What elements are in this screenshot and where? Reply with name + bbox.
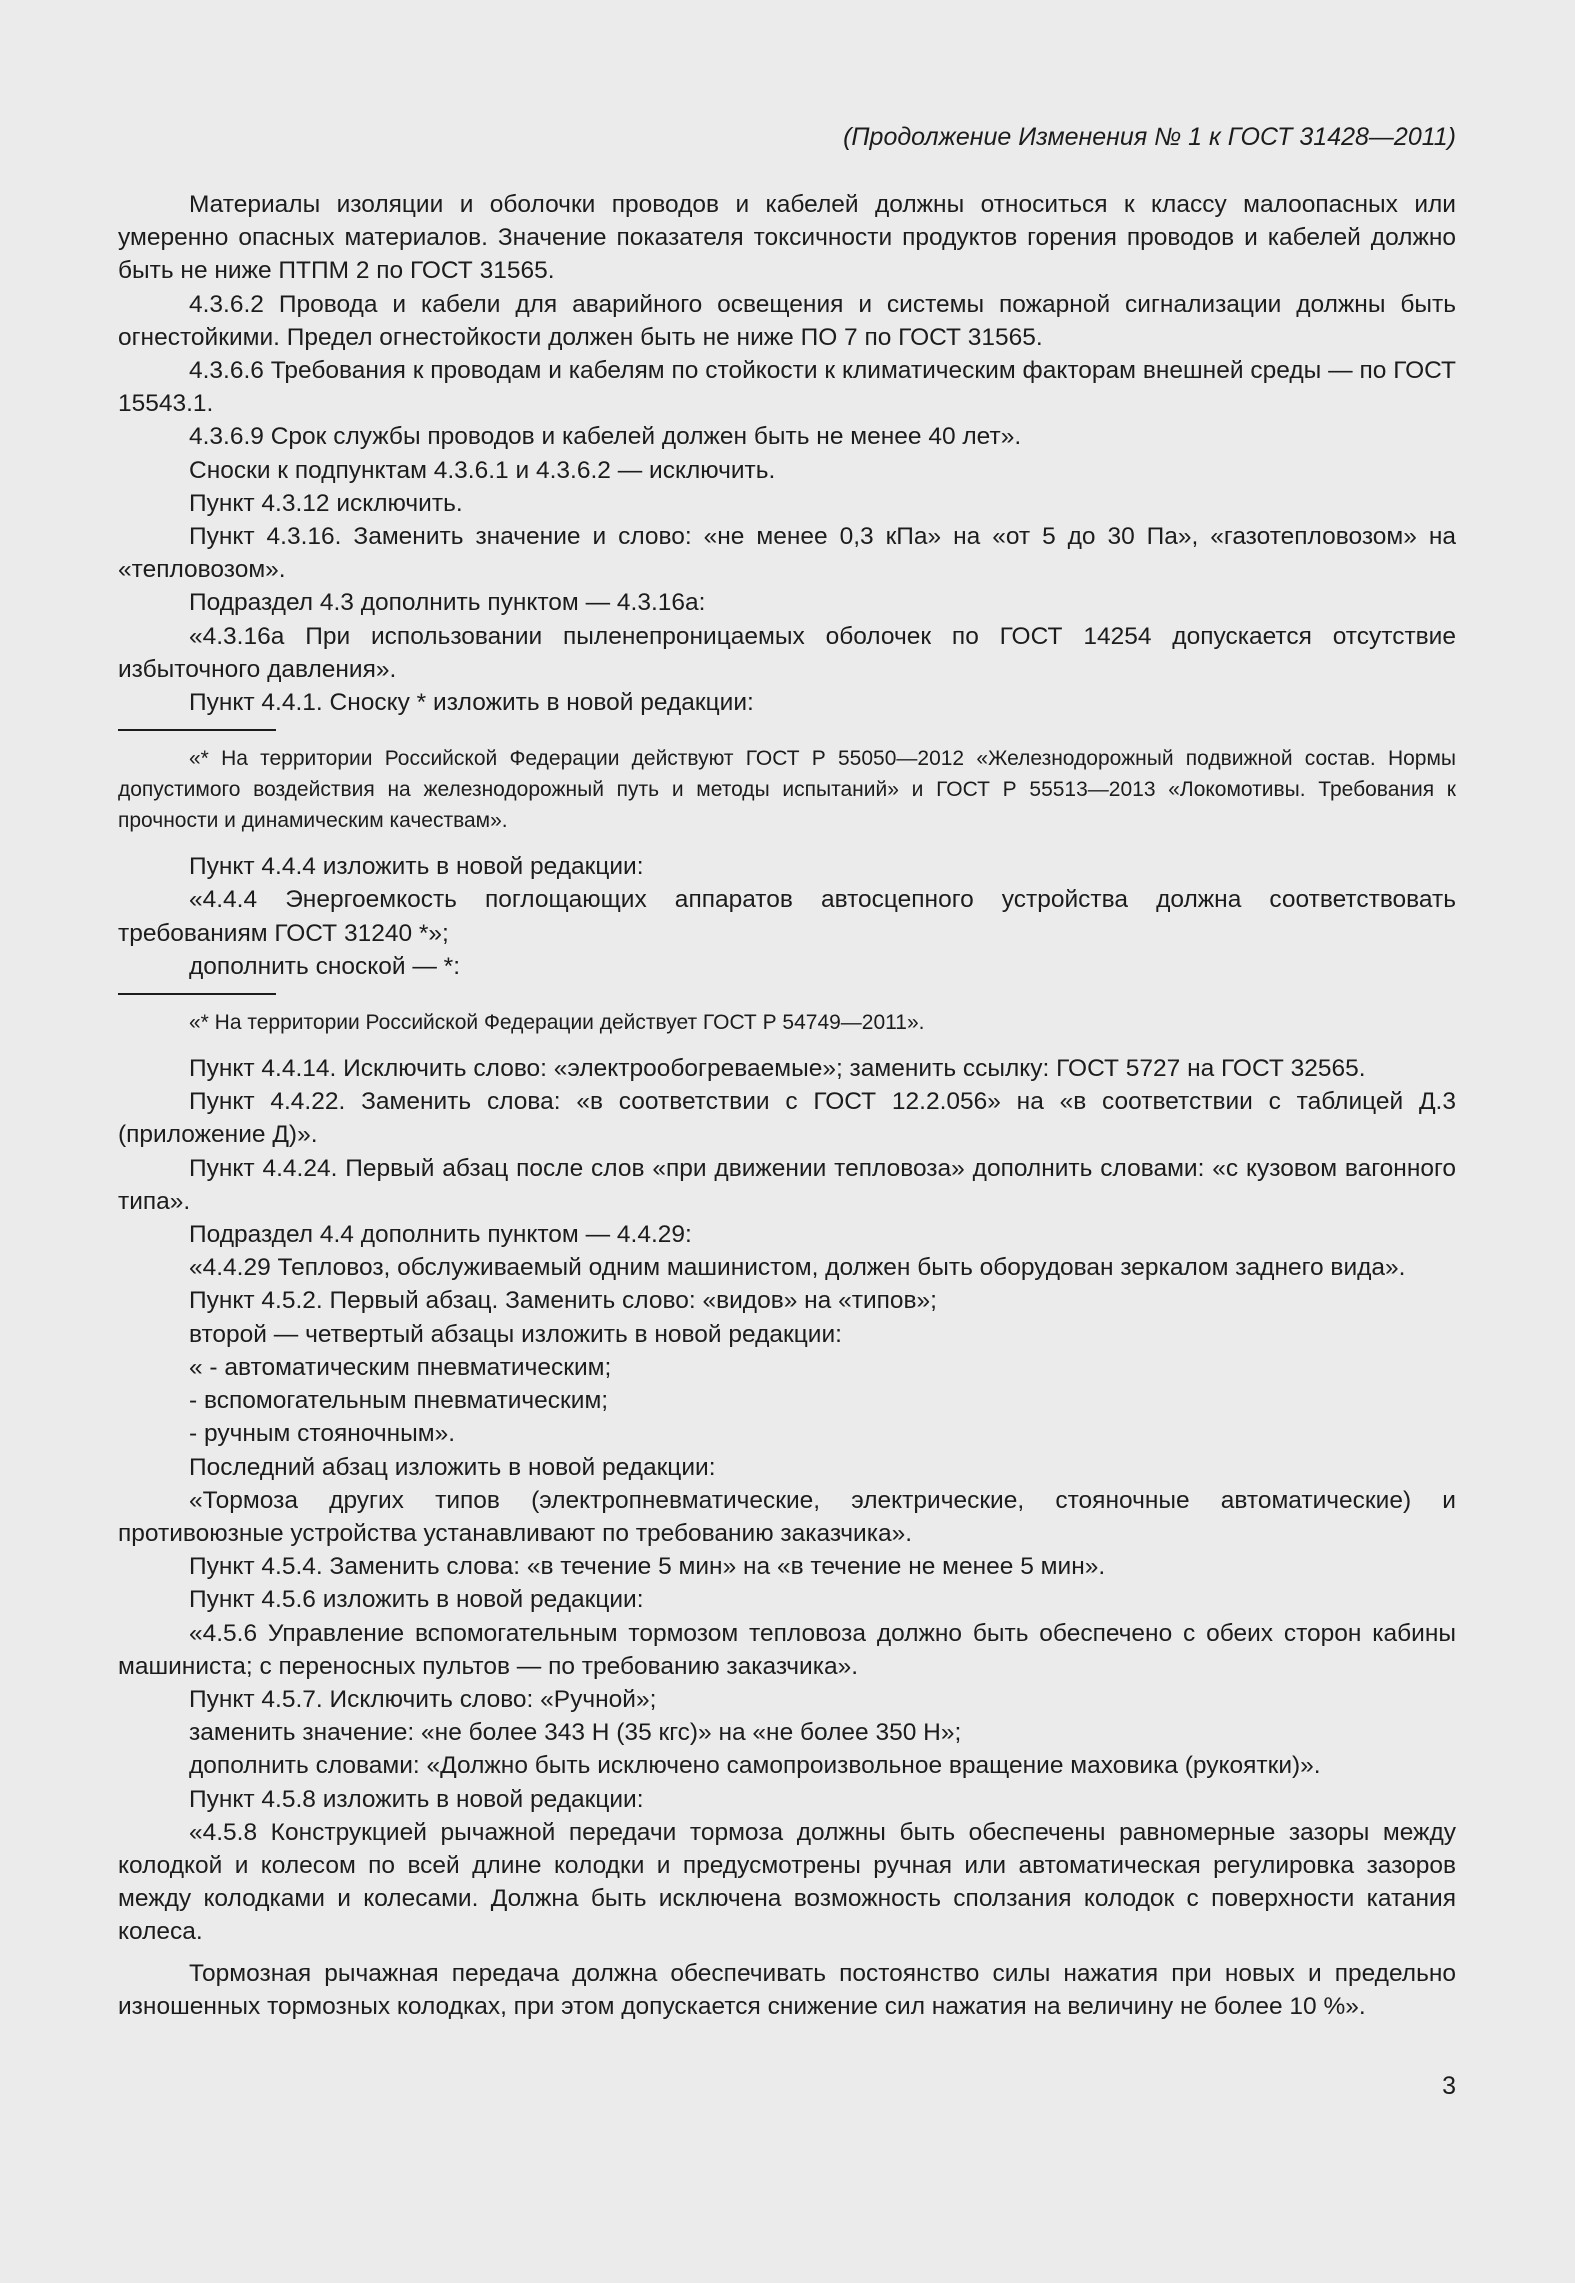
page-header: (Продолжение Изменения № 1 к ГОСТ 31428—2011) — [843, 123, 1456, 151]
footnote: «* На территории Российской Федерации действует ГОСТ Р 54749—2011». — [189, 1011, 925, 1035]
document-body — [118, 188, 1456, 2023]
paragraph: 4.3.6.9 Срок службы проводов и кабелей должен быть не менее 40 лет». — [189, 423, 1022, 451]
paragraph: Пункт 4.5.8 изложить в новой редакции: — [189, 1785, 644, 1813]
paragraph: Сноски к подпунктам 4.3.6.1 и 4.3.6.2 — исключить. — [189, 456, 776, 484]
paragraph: Подраздел 4.4 дополнить пунктом — 4.4.29: — [189, 1221, 692, 1249]
footnote: «* На территории Российской Федерации действуют ГОСТ Р 55050—2012 «Железнодорожный подвижной состав. Нормы допустимого воздействия на железнодорожный путь и методы испытаний» и ГОСТ Р 55513—2013 «Локомотивы. Требования к прочности и динамическим качествам». — [118, 747, 1456, 833]
paragraph: Материалы изоляции и оболочки проводов и кабелей должны относиться к классу малоопасных или умеренно опасных материалов. Значение показателя токсичности продуктов горения проводов и кабелей должно быть не ниже ПТПМ 2 по ГОСТ 31565. — [118, 191, 1456, 285]
paragraph: дополнить сноской — *: — [189, 952, 460, 980]
paragraph: дополнить словами: «Должно быть исключено самопроизвольное вращение маховика (рукоятки)». — [189, 1752, 1321, 1780]
paragraph: Пункт 4.4.24. Первый абзац после слов «при движении тепловоза» дополнить словами: «с кузовом вагонного типа». — [118, 1154, 1456, 1215]
list-item: « - автоматическим пневматическим; — [189, 1353, 612, 1381]
paragraph: Пункт 4.3.16. Заменить значение и слово: «не менее 0,3 кПа» на «от 5 до 30 Па», «газотепловозом» на «тепловозом». — [118, 523, 1456, 584]
paragraph: 4.3.6.2 Провода и кабели для аварийного освещения и системы пожарной сигнализации должны быть огнестойкими. Предел огнестойкости должен быть не ниже ПО 7 по ГОСТ 31565. — [118, 290, 1456, 351]
list-item: - ручным стояночным». — [189, 1420, 456, 1448]
document-page — [118, 120, 1456, 2023]
footnote-divider — [118, 993, 276, 995]
paragraph: «4.3.16а При использовании пыленепроницаемых оболочек по ГОСТ 14254 допускается отсутствие избыточного давления». — [118, 622, 1456, 683]
paragraph: Пункт 4.4.4 изложить в новой редакции: — [189, 853, 644, 881]
paragraph-gap — [118, 1949, 1456, 1957]
paragraph: Пункт 4.4.1. Сноску * изложить в новой редакции: — [189, 689, 754, 717]
paragraph: «4.5.6 Управление вспомогательным тормозом тепловоза должно быть обеспечено с обеих сторон кабины машиниста; с переносных пультов — по требованию заказчика». — [118, 1619, 1456, 1680]
paragraph: Подраздел 4.3 дополнить пунктом — 4.3.16а: — [189, 589, 706, 617]
paragraph: «Тормоза других типов (электропневматические, электрические, стояночные автоматические) и противоюзные устройства устанавливают по требованию заказчика». — [118, 1486, 1456, 1547]
paragraph: Пункт 4.5.4. Заменить слова: «в течение 5 мин» на «в течение не менее 5 мин». — [189, 1553, 1106, 1581]
paragraph: Пункт 4.3.12 исключить. — [189, 489, 463, 517]
paragraph: Тормозная рычажная передача должна обеспечивать постоянство силы нажатия при новых и предельно изношенных тормозных колодках, при этом допускается снижение сил нажатия на величину не более 10 %». — [118, 1959, 1456, 2020]
paragraph: Пункт 4.5.7. Исключить слово: «Ручной»; — [189, 1685, 657, 1713]
paragraph: второй — четвертый абзацы изложить в новой редакции: — [189, 1320, 842, 1348]
paragraph: 4.3.6.6 Требования к проводам и кабелям по стойкости к климатическим факторам внешней среды — по ГОСТ 15543.1. — [118, 357, 1456, 418]
paragraph: заменить значение: «не более 343 Н (35 кгс)» на «не более 350 Н»; — [189, 1719, 962, 1747]
page-number: 3 — [1442, 2072, 1456, 2100]
paragraph: Пункт 4.5.6 изложить в новой редакции: — [189, 1586, 644, 1614]
footnote-divider — [118, 729, 276, 731]
paragraph: Пункт 4.4.14. Исключить слово: «электрообогреваемые»; заменить ссылку: ГОСТ 5727 на ГОСТ 32565. — [189, 1055, 1366, 1083]
paragraph: «4.4.4 Энергоемкость поглощающих аппаратов автосцепного устройства должна соответствовать требованиям ГОСТ 31240 *»; — [118, 886, 1456, 947]
paragraph: Пункт 4.4.22. Заменить слова: «в соответствии с ГОСТ 12.2.056» на «в соответствии с таблицей Д.3 (приложение Д)». — [118, 1088, 1456, 1149]
paragraph: Последний абзац изложить в новой редакции: — [189, 1453, 716, 1481]
paragraph: «4.4.29 Тепловоз, обслуживаемый одним машинистом, должен быть оборудован зеркалом заднего вида». — [189, 1254, 1406, 1282]
list-item: - вспомогательным пневматическим; — [189, 1387, 609, 1415]
paragraph: «4.5.8 Конструкцией рычажной передачи тормоза должны быть обеспечены равномерные зазоры между колодкой и колесом по всей длине колодки и предусмотрены ручная или автоматическая регулировка зазоров между колодками и колесами. Должна быть исключена возможность сползания колодок с поверхности катания колеса. — [118, 1818, 1456, 1946]
paragraph: Пункт 4.5.2. Первый абзац. Заменить слово: «видов» на «типов»; — [189, 1287, 937, 1315]
